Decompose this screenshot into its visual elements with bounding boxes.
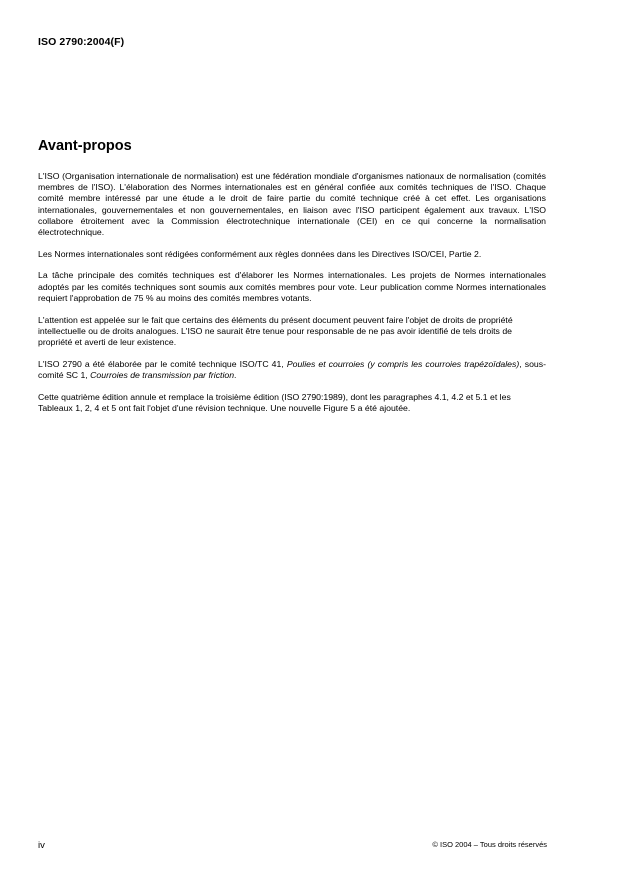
page-number: iv	[38, 840, 45, 851]
document-id: ISO 2790:2004(F)	[38, 36, 125, 48]
tc-title: Poulies et courroies (y compris les courroies trapézoïdales)	[286, 358, 520, 369]
paragraph-edition-notes: Cette quatrième édition annule et remplace la troisième édition (ISO 2790:1989), dont les paragraphes 4.1, 4.2 et 5.1 et les Tableaux 1, 2, 4 et 5 ont fait l'objet d'une révision technique. Une nouvelle Figure 5 a été ajoutée.	[38, 391, 511, 413]
copyright-notice: © ISO 2004 – Tous droits réservés	[432, 840, 547, 849]
paragraph-patent-rights: L'attention est appelée sur le fait que certains des éléments du présent document peuvent faire l'objet de droits de propriété intellectuelle ou de droits analogues. L'ISO ne saurait être tenue pour responsable de ne pas avoir identifié de tels droits de propriété et averti de leur existence.	[38, 314, 513, 347]
paragraph-iso-organisation: L'ISO (Organisation internationale de normalisation) est une fédération mondiale d'organismes nationaux de normalisation (comités membres de l'ISO). L'élaboration des Normes internationales est en général confiée aux comités techniques de l'ISO. Chaque comité membre intéressé par une étude a le droit de faire partie du comité technique créé à cet effet. Les organisations internationales, gouvernementales et non gouvernementales, en liaison avec l'ISO participent également aux travaux. L'ISO collabore étroitement avec la Commission électrotechnique internationale (CEI) en ce qui concerne la normalisation électrotechnique.	[38, 171, 546, 238]
paragraph-directives: Les Normes internationales sont rédigées conformément aux règles données dans les Directives ISO/CEI, Partie 2.	[38, 248, 482, 259]
sc-title: Courroies de transmission par friction	[90, 369, 235, 380]
prepared-by-lead: L'ISO 2790 a été élaborée par le comité technique ISO/TC 41,	[38, 358, 287, 369]
section-body	[38, 171, 546, 424]
prepared-by-mid: , sous-comité SC 1,	[38, 358, 546, 380]
section-title: Avant-propos	[38, 138, 132, 154]
paragraph-technical-committees: La tâche principale des comités techniques est d'élaborer les Normes internationales. Les projets de Normes internationales adoptés par les comités techniques sont soumis aux comités membres pour vote. Leur publication comme Normes internationales requiert l'approbation de 75 % au moins des comités membres votants.	[38, 270, 546, 303]
prepared-by-end: .	[234, 369, 237, 380]
paragraph-prepared-by	[38, 359, 546, 381]
